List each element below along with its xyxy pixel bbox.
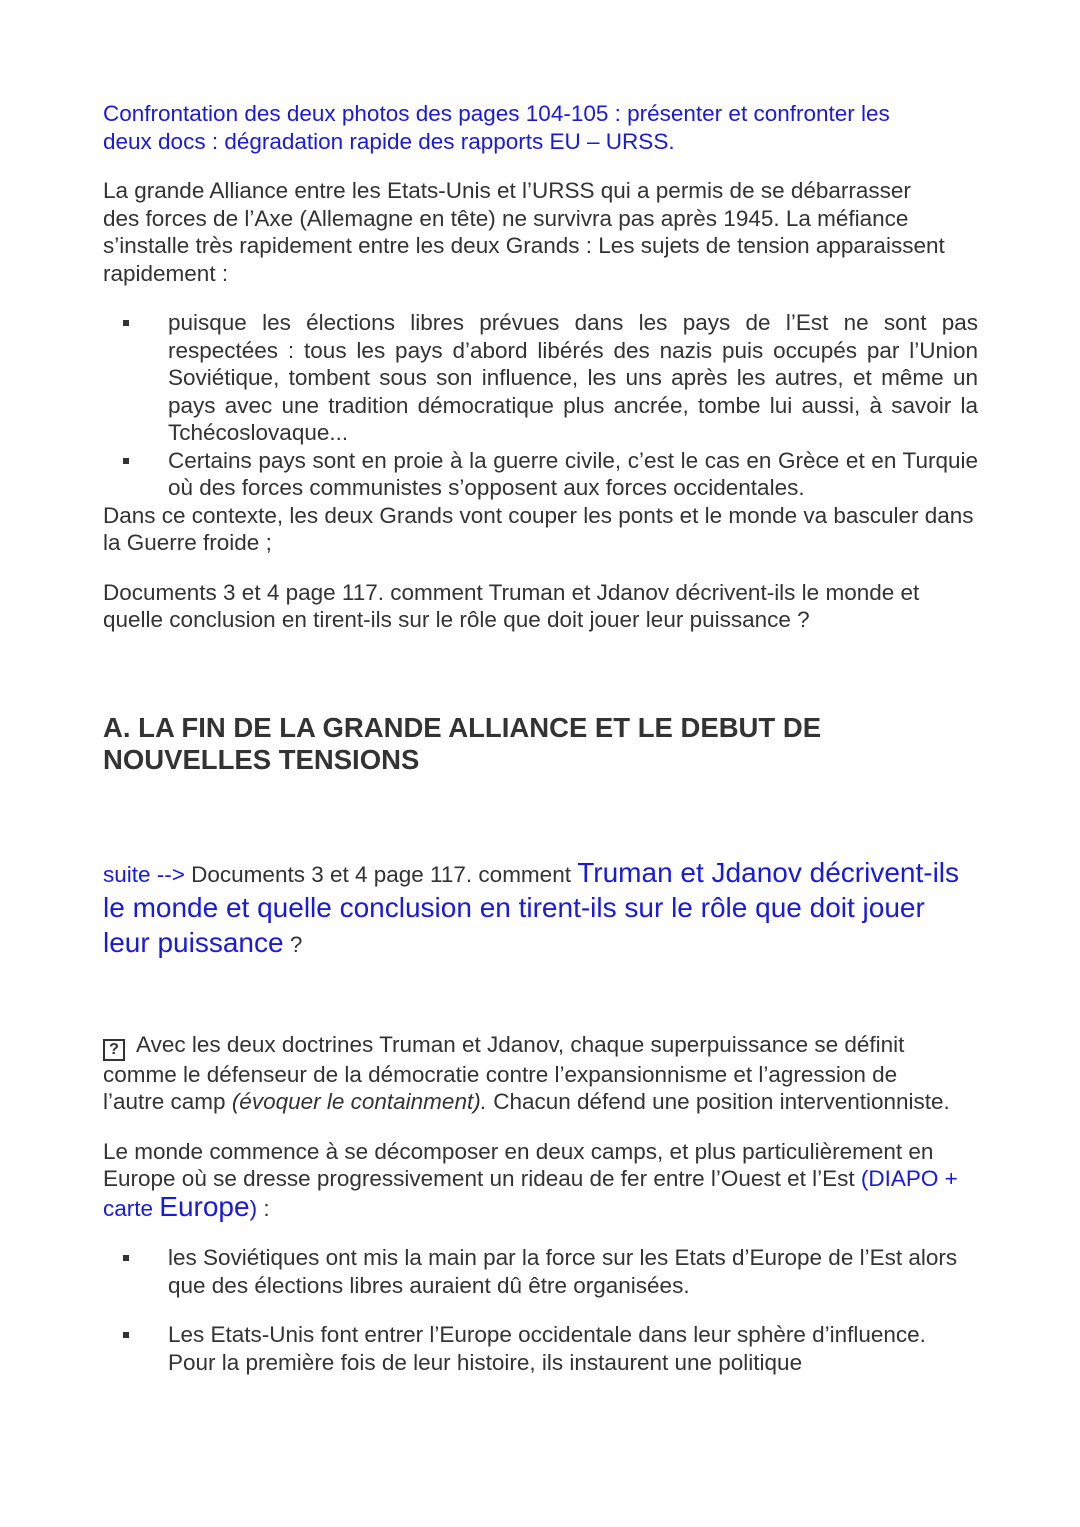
list-item-text: les Soviétiques ont mis la main par la force sur les Etats d’Europe de l’Est alors que des élections libres auraient dû être organisées. xyxy=(168,1245,958,1298)
bullet-icon xyxy=(123,320,129,326)
paragraph-doctrines xyxy=(103,1031,953,1116)
bullet-icon xyxy=(123,1332,129,1338)
doctrines-text: Avec les deux doctrines Truman et Jdanov, chaque superpuissance se définit comme le défenseur de la démocratie contre l’expansionnisme et l’agression de l’autre camp xyxy=(103,1031,905,1114)
section-heading: A. LA FIN DE LA GRANDE ALLIANCE ET LE DEBUT DE NOUVELLES TENSIONS xyxy=(103,711,822,775)
list-item xyxy=(103,1321,978,1376)
suite-text: Documents 3 et 4 page 117. comment xyxy=(184,861,578,887)
list-item xyxy=(103,447,978,502)
tension-list xyxy=(103,309,978,502)
list-item-text: Les Etats-Unis font entrer l’Europe occidentale dans leur sphère d’influence. Pour la première fois de leur histoire, ils instaurent une politique xyxy=(168,1322,926,1375)
paragraph-context: Dans ce contexte, les deux Grands vont couper les ponts et le monde va basculer dans la Guerre froide ; xyxy=(103,502,974,555)
diapo-link[interactable]: (DIAPO + carte Europe) xyxy=(103,1166,958,1222)
list-item-text: Certains pays sont en proie à la guerre civile, c’est le cas en Grèce et en Turquie où des forces communistes s’opposent aux forces occidentales. xyxy=(168,447,978,500)
bullet-icon xyxy=(123,1255,129,1261)
paragraph-camps xyxy=(103,1138,978,1223)
suite-suffix: ? xyxy=(283,931,303,957)
doctrines-text-end: Chacun défend une position interventionniste. xyxy=(486,1089,950,1114)
suite-link[interactable]: suite --> xyxy=(103,861,185,887)
doctrines-italic: (évoquer le containment). xyxy=(231,1089,487,1114)
question-icon: ? xyxy=(103,1039,125,1061)
camps-end: : xyxy=(257,1195,270,1221)
paragraph-suite xyxy=(103,856,978,961)
list-item xyxy=(103,1244,978,1299)
camps-text: Le monde commence à se décomposer en deux camps, et plus particulièrement en Europe où se dresse progressivement un rideau de fer entre l’Ouest et l’Est xyxy=(103,1138,934,1191)
paragraph-alliance: La grande Alliance entre les Etats-Unis et l’URSS qui a permis de se débarrasser des forces de l’Axe (Allemagne en tête) ne survivra pas après 1945. La méfiance s’installe très rapidement entre les deux Grands : Les sujets de tension apparaissent rapidement : xyxy=(103,178,945,286)
list-item-text: puisque les élections libres prévues dans les pays de l’Est ne sont pas respectées : tous les pays d’abord libérés des nazis puis occupés par l’Union Soviétique, tombent sous son influence, les uns après les autres, et même un pays avec une tradition démocratique plus ancrée, tombe lui aussi, à savoir la Tchécoslovaque... xyxy=(168,310,978,445)
suite-highlight: Truman et Jdanov décrivent-ils le monde et quelle conclusion en tirent-ils sur le rôle que doit jouer leur puissance xyxy=(103,856,960,958)
document-page xyxy=(103,100,978,1376)
intro-line: Confrontation des deux photos des pages 104-105 : présenter et confronter les deux docs : dégradation rapide des rapports EU – URSS. xyxy=(103,101,890,154)
list-item xyxy=(103,309,978,447)
paragraph-documents: Documents 3 et 4 page 117. comment Truman et Jdanov décrivent-ils le monde et quelle conclusion en tirent-ils sur le rôle que doit jouer leur puissance ? xyxy=(103,579,920,632)
bullet-icon xyxy=(123,458,129,464)
camps-list xyxy=(103,1244,978,1376)
